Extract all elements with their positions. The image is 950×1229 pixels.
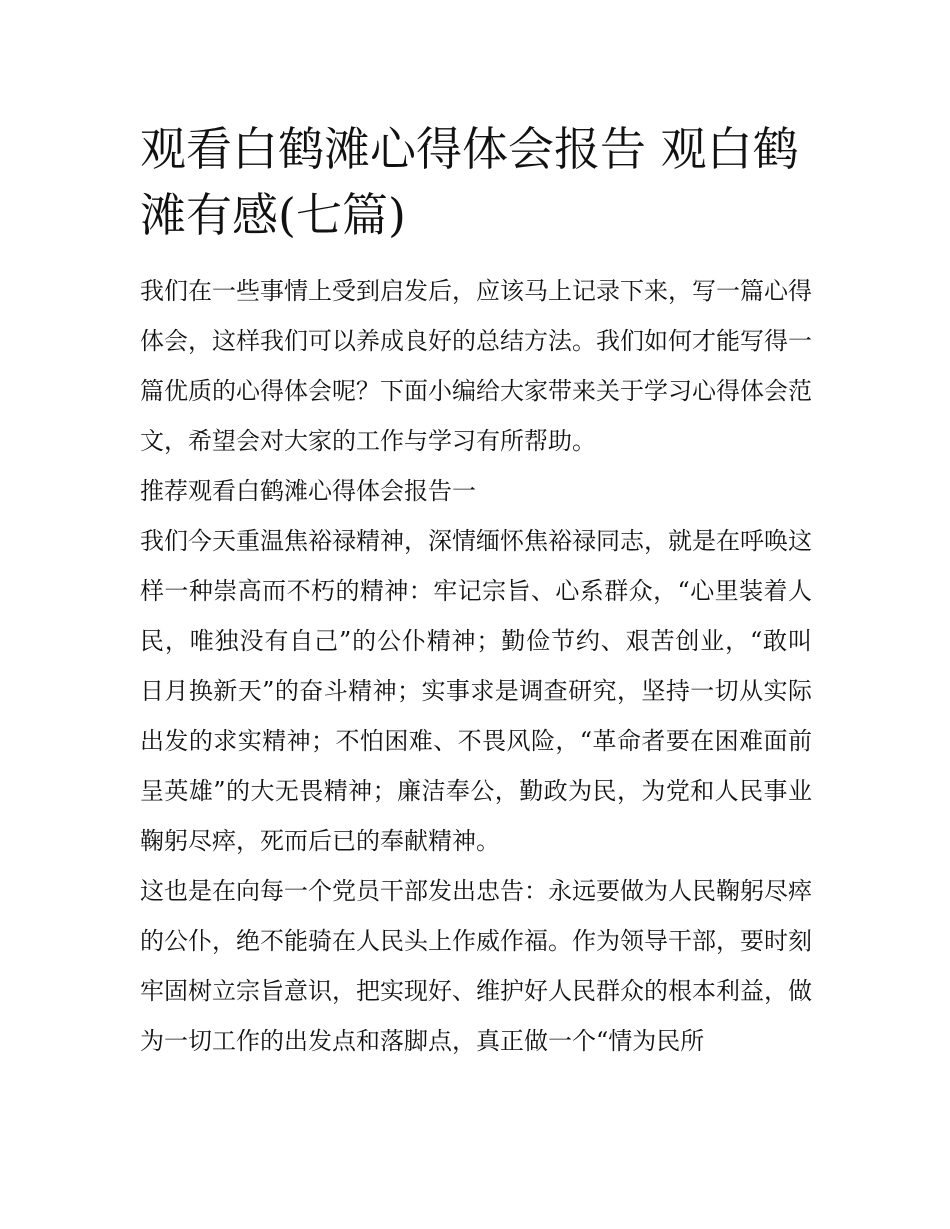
page-title: 观看白鹤滩心得体会报告 观白鹤滩有感(七篇) [140,122,799,242]
body-paragraph: 我们今天重温焦裕禄精神，深情缅怀焦裕禄同志，就是在呼唤这样一种崇高而不朽的精神：牢记宗旨、心系群众，“心里装着人民，唯独没有自己”的公仆精神；勤俭节约、艰苦创业，“敢叫日月换新天”的奋斗精神；实事求是调查研究，坚持一切从实际出发的求实精神；不怕困难、不畏风险，“革命者要在困难面前呈英雄”的大无畏精神；廉洁奉公，勤政为民，为党和人民事业鞠躬尽瘁，死而后已的奉献精神。 [140,527,812,855]
document-body [140,266,812,1066]
section-heading: 推荐观看白鹤滩心得体会报告一 [140,477,476,505]
intro-paragraph: 我们在一些事情上受到启发后，应该马上记录下来，写一篇心得体会，这样我们可以养成良好的总结方法。我们如何才能写得一篇优质的心得体会呢？下面小编给大家带来关于学习心得体会范文，希望会对大家的工作与学习有所帮助。 [140,277,812,455]
document-content [140,116,812,1066]
body-paragraph: 这也是在向每一个党员干部发出忠告：永远要做为人民鞠躬尽瘁的公仆，绝不能骑在人民头上作威作福。作为领导干部，要时刻牢固树立宗旨意识，把实现好、维护好人民群众的根本利益，做为一切工作的出发点和落脚点，真正做一个“情为民所 [140,877,812,1055]
